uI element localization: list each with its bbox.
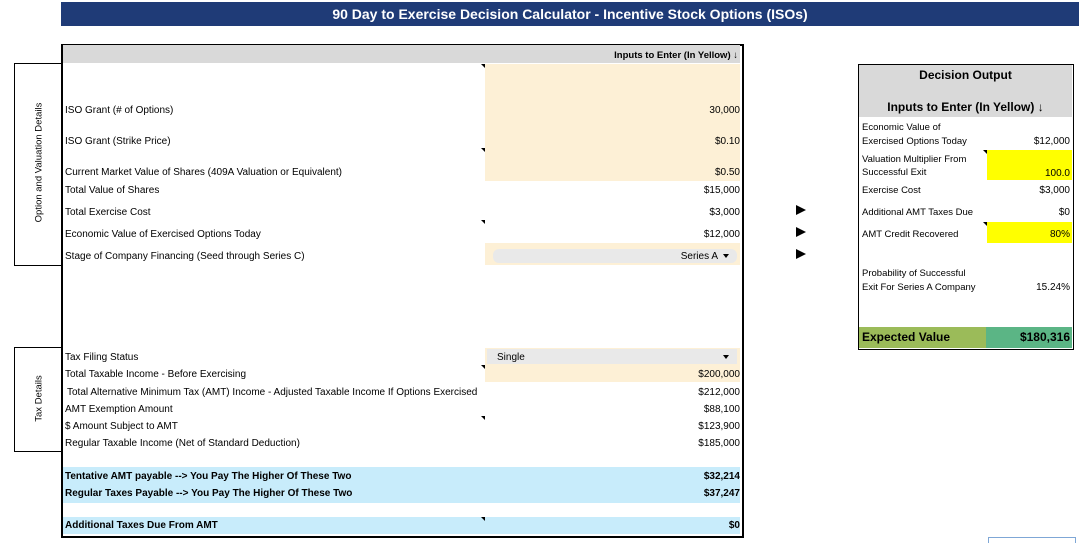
additional-taxes-label: Additional Taxes Due From AMT — [65, 520, 218, 531]
iso-strike-label: ISO Grant (Strike Price) — [65, 136, 171, 147]
decision-subtitle: Inputs to Enter (In Yellow) ↓ — [887, 100, 1044, 114]
amt-income-output: $212,000 — [698, 387, 740, 398]
regular-taxable-label: Regular Taxable Income (Net of Standard Deduction) — [65, 438, 300, 449]
dec-econ-value: $12,000 — [1033, 136, 1070, 147]
dec-amt-credit-label: AMT Credit Recovered — [862, 229, 959, 240]
regular-taxes-output: $37,247 — [703, 488, 740, 499]
dec-multiplier-label-1: Valuation Multiplier From — [862, 154, 967, 165]
tax-section-label: Tax Details — [33, 375, 45, 422]
iso-grant-count-input[interactable]: 30,000 — [709, 105, 740, 116]
total-exercise-label: Total Exercise Cost — [65, 207, 151, 218]
econ-value-label: Economic Value of Exercised Options Today — [65, 229, 261, 240]
chevron-down-icon — [723, 254, 729, 258]
comment-indicator — [983, 150, 987, 154]
market-value-label: Current Market Value of Shares (409A Valuation or Equivalent) — [65, 167, 343, 178]
market-value-input[interactable]: $0.50 — [714, 167, 740, 178]
dec-exercise-value: $3,000 — [1039, 185, 1070, 196]
amt-credit-input[interactable]: 80% — [1049, 229, 1070, 240]
dec-probability-label-1: Probability of Successful — [862, 268, 966, 279]
regular-taxes-label: Regular Taxes Payable --> You Pay The Higher Of These Two — [65, 488, 353, 499]
filing-status-value: Single — [497, 352, 525, 363]
subject-amt-label: $ Amount Subject to AMT — [65, 421, 178, 432]
page-title: 90 Day to Exercise Decision Calculator - Incentive Stock Options (ISOs) — [61, 2, 1079, 26]
comment-indicator — [481, 416, 485, 420]
decision-title: Decision Output — [919, 68, 1012, 82]
comment-indicator — [481, 365, 485, 369]
taxable-income-input[interactable]: $200,000 — [698, 369, 740, 380]
dec-probability-label-2: Exit For Series A Company — [862, 282, 976, 293]
total-exercise-output: $3,000 — [709, 207, 740, 218]
amt-income-label: Total Alternative Minimum Tax (AMT) Income - Adjusted Taxable Income If Options Exercised — [67, 387, 478, 398]
comment-indicator — [481, 517, 485, 521]
subject-amt-output: $123,900 — [698, 421, 740, 432]
iso-grant-count-label: ISO Grant (# of Options) — [65, 105, 174, 116]
arrow-right-icon — [796, 227, 806, 237]
chevron-down-icon — [723, 355, 729, 359]
comment-indicator — [481, 148, 485, 152]
arrow-right-icon — [796, 249, 806, 259]
dec-amt-due-value: $0 — [1058, 207, 1070, 218]
tentative-amt-output: $32,214 — [703, 471, 740, 482]
comment-indicator — [481, 220, 485, 224]
partial-button[interactable] — [988, 537, 1076, 543]
arrow-right-icon — [796, 205, 806, 215]
dec-econ-label-2: Exercised Options Today — [862, 136, 967, 147]
multiplier-input[interactable]: 100.0 — [1044, 168, 1070, 179]
inputs-header: Inputs to Enter (In Yellow) ↓ — [63, 45, 740, 63]
amt-exemption-output: $88,100 — [703, 404, 740, 415]
iso-strike-input[interactable]: $0.10 — [714, 136, 740, 147]
dec-exercise-label: Exercise Cost — [862, 185, 921, 196]
expected-value-label: Expected Value — [862, 330, 951, 344]
comment-indicator — [481, 64, 485, 68]
taxable-income-label: Total Taxable Income - Before Exercising — [65, 369, 247, 380]
regular-taxable-output: $185,000 — [698, 438, 740, 449]
additional-taxes-output: $0 — [728, 520, 740, 531]
expected-value-output: $180,316 — [1019, 330, 1070, 344]
stage-label: Stage of Company Financing (Seed through Series C) — [65, 251, 305, 262]
input-column — [485, 64, 740, 181]
econ-value-output: $12,000 — [703, 229, 740, 240]
tentative-amt-label: Tentative AMT payable --> You Pay The Higher Of These Two — [65, 471, 352, 482]
total-value-output: $15,000 — [703, 185, 740, 196]
dec-amt-due-label: Additional AMT Taxes Due — [862, 207, 974, 218]
amt-exemption-label: AMT Exemption Amount — [65, 404, 173, 415]
comment-indicator — [983, 222, 987, 226]
dec-multiplier-label-2: Successful Exit — [862, 167, 927, 178]
stage-dropdown-value: Series A — [680, 251, 718, 262]
dec-probability-value: 15.24% — [1036, 282, 1070, 293]
dec-econ-label-1: Economic Value of — [862, 122, 941, 133]
filing-status-label: Tax Filing Status — [65, 352, 139, 363]
total-value-label: Total Value of Shares — [65, 185, 160, 196]
option-section-label: Option and Valuation Details — [33, 102, 45, 223]
